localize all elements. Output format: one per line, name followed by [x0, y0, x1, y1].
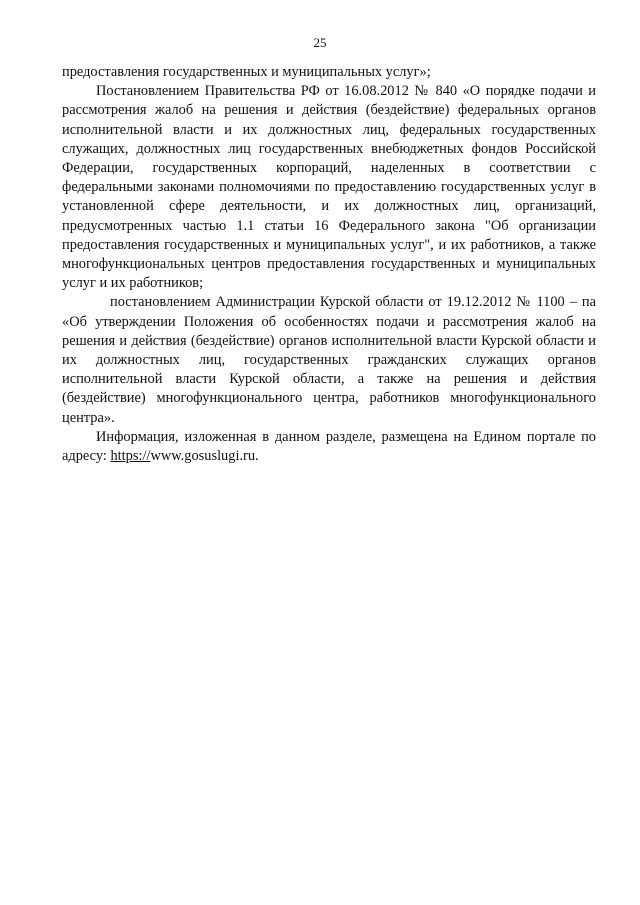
page-number: 25: [313, 35, 327, 50]
document-body: [62, 63, 596, 466]
paragraph-kursk-decree-1100: постановлением Администрации Курской области от 19.12.2012 № 1100 – па «Об утверждении Положения об особенностях подачи и рассмотрения жалоб на решения и действия (бездействие) органов исполнительной власти Курской области и их должностных лиц, государственных гражданских служащих органов исполнительной власти Курской области, а также на решения и действия (бездействие) многофункционального центра, работников многофункционального центра».: [62, 294, 596, 426]
gosuslugi-domain: www.gosuslugi.ru.: [150, 448, 259, 465]
paragraph-government-decree-840: Постановлением Правительства РФ от 16.08.2012 № 840 «О порядке подачи и рассмотрения жалоб на решения и действия (бездействие) федеральных органов исполнительной власти и их должностных лиц, федеральных государственных служащих, должностных лиц государственных внебюджетных фондов Российской Федерации, государственных корпораций, наделенных в соответствии с федеральными законами полномочиями по предоставлению государственных услуг в установленной сфере деятельности, и их должностных лиц, организаций, предусмотренных частью 1.1 статьи 16 Федерального закона "Об организации предоставления государственных и муниципальных услуг", и их работников, а также многофункциональных центров предоставления государственных и муниципальных услуг и их работников;: [62, 83, 596, 292]
paragraph-portal-info: [62, 428, 596, 466]
portal-info-text: Информация, изложенная в данном разделе, размещена на Едином портале по адресу:: [62, 428, 596, 465]
paragraph-continuation: предоставления государственных и муниципальных услуг»;: [62, 64, 431, 80]
gosuslugi-link[interactable]: https://: [110, 448, 151, 465]
